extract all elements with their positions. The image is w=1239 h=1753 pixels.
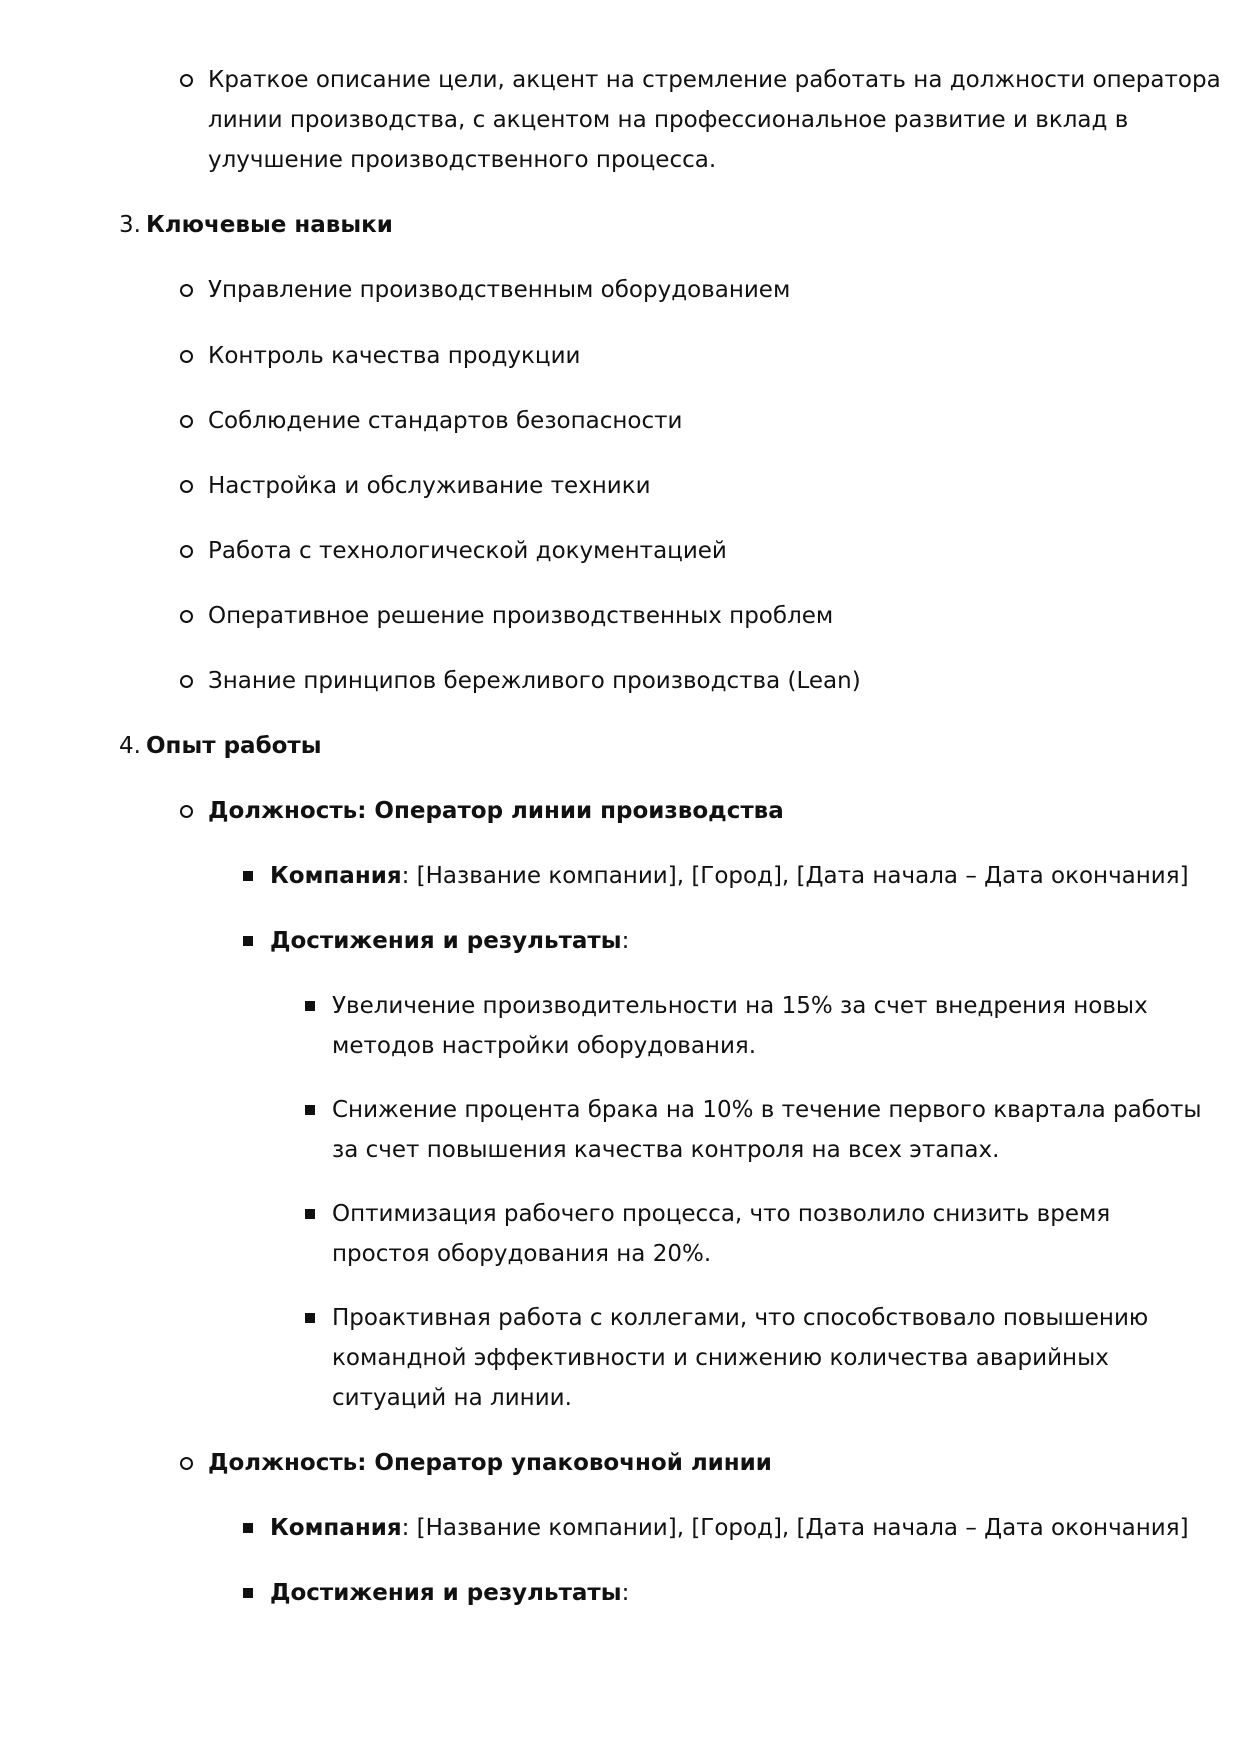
company-label: Компания xyxy=(270,863,402,889)
skill-item: Управление производственным оборудованием xyxy=(208,277,791,303)
skill-item: Оперативное решение производственных проблем xyxy=(208,603,834,629)
bullet-square-icon xyxy=(305,1105,315,1115)
bullet-square-icon xyxy=(243,1523,253,1533)
objective-line: линии производства, с акцентом на профессиональное развитие и вклад в xyxy=(208,107,1129,133)
achievement-line: Проактивная работа с коллегами, что способствовало повышению xyxy=(332,1305,1149,1331)
section-heading-skills: Ключевые навыки xyxy=(146,212,393,238)
objective-line: улучшение производственного процесса. xyxy=(208,147,717,173)
achievement-line: за счет повышения качества контроля на всех этапах. xyxy=(332,1137,1000,1163)
achievement-line: Увеличение производительности на 15% за счет внедрения новых xyxy=(332,993,1148,1019)
position-title: Должность: Оператор упаковочной линии xyxy=(208,1450,772,1476)
company-line xyxy=(270,1508,1189,1548)
skill-item: Знание принципов бережливого производства (Lean) xyxy=(208,668,861,694)
achievements-label: Достижения и результаты xyxy=(270,928,622,954)
bullet-circle-icon xyxy=(180,284,193,297)
bullet-circle-icon xyxy=(180,74,193,87)
skill-item: Соблюдение стандартов безопасности xyxy=(208,408,683,434)
achievement-line: методов настройки оборудования. xyxy=(332,1033,757,1059)
bullet-circle-icon xyxy=(180,480,193,493)
skill-item: Работа с технологической документацией xyxy=(208,538,727,564)
achievement-line: простоя оборудования на 20%. xyxy=(332,1241,712,1267)
company-value: : [Название компании], [Город], [Дата начала – Дата окончания] xyxy=(401,1515,1189,1541)
bullet-square-icon xyxy=(243,871,253,881)
skill-item: Контроль качества продукции xyxy=(208,343,581,369)
bullet-circle-icon xyxy=(180,350,193,363)
objective-line: Краткое описание цели, акцент на стремление работать на должности оператора xyxy=(208,67,1221,93)
company-line xyxy=(270,856,1189,896)
section-number: 4. xyxy=(119,733,141,759)
company-label: Компания xyxy=(270,1515,402,1541)
bullet-circle-icon xyxy=(180,805,193,818)
bullet-square-icon xyxy=(305,1001,315,1011)
bullet-square-icon xyxy=(243,1588,253,1598)
bullet-square-icon xyxy=(305,1209,315,1219)
achievements-heading xyxy=(270,921,629,961)
achievements-heading xyxy=(270,1573,629,1613)
achievement-line: командной эффективности и снижению количества аварийных xyxy=(332,1345,1109,1371)
achievements-colon: : xyxy=(621,1580,630,1606)
section-heading-experience: Опыт работы xyxy=(146,733,322,759)
position-title: Должность: Оператор линии производства xyxy=(208,798,784,824)
achievements-colon: : xyxy=(621,928,630,954)
bullet-square-icon xyxy=(305,1313,315,1323)
achievements-label: Достижения и результаты xyxy=(270,1580,622,1606)
skill-item: Настройка и обслуживание техники xyxy=(208,473,651,499)
bullet-circle-icon xyxy=(180,675,193,688)
bullet-square-icon xyxy=(243,936,253,946)
achievement-line: Снижение процента брака на 10% в течение первого квартала работы xyxy=(332,1097,1202,1123)
bullet-circle-icon xyxy=(180,610,193,623)
company-value: : [Название компании], [Город], [Дата начала – Дата окончания] xyxy=(401,863,1189,889)
bullet-circle-icon xyxy=(180,1457,193,1470)
bullet-circle-icon xyxy=(180,415,193,428)
achievement-line: Оптимизация рабочего процесса, что позволило снизить время xyxy=(332,1201,1111,1227)
achievement-line: ситуаций на линии. xyxy=(332,1385,572,1411)
section-number: 3. xyxy=(119,212,141,238)
bullet-circle-icon xyxy=(180,545,193,558)
